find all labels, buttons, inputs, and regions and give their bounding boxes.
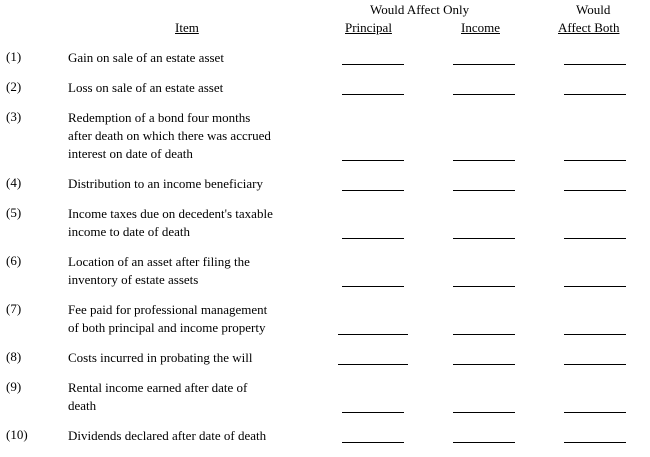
income-blank[interactable] [453, 442, 515, 443]
income-blank[interactable] [453, 190, 515, 191]
income-blank[interactable] [453, 286, 515, 287]
item-description-line: Distribution to an income beneficiary [68, 176, 263, 191]
both-blank[interactable] [564, 364, 626, 365]
item-description [68, 109, 328, 163]
item-number: (1) [6, 49, 22, 64]
item-description [68, 379, 328, 415]
income-blank[interactable] [453, 334, 515, 335]
principal-blank[interactable] [342, 412, 404, 413]
item-description-line: interest on date of death [68, 146, 193, 161]
item-description-line: income to date of death [68, 224, 191, 239]
item-description [68, 301, 328, 337]
both-blank[interactable] [564, 412, 626, 413]
both-blank[interactable] [564, 160, 626, 161]
item-number: (3) [6, 109, 22, 124]
item-description-line: Rental income earned after date of [68, 380, 248, 395]
item-description-line: Fee paid for professional management [68, 302, 268, 317]
both-blank[interactable] [564, 64, 626, 65]
principal-blank[interactable] [342, 94, 404, 95]
principal-blank[interactable] [338, 364, 408, 365]
income-blank[interactable] [453, 160, 515, 161]
both-blank[interactable] [564, 238, 626, 239]
item-description [68, 175, 328, 193]
principal-blank[interactable] [342, 442, 404, 443]
income-blank[interactable] [453, 64, 515, 65]
item-description-line: after death on which there was accrued [68, 128, 271, 143]
principal-blank[interactable] [342, 286, 404, 287]
item-number: (4) [6, 175, 22, 190]
item-description-line: Income taxes due on decedent's taxable [68, 206, 273, 221]
principal-blank[interactable] [342, 238, 404, 239]
item-description-line: death [68, 398, 97, 413]
item-description-line: Costs incurred in probating the will [68, 350, 253, 365]
item-description [68, 205, 328, 241]
item-description [68, 253, 328, 289]
item-number: (2) [6, 79, 22, 94]
income-blank[interactable] [453, 412, 515, 413]
item-description [68, 427, 328, 445]
item-number: (10) [6, 427, 28, 442]
both-blank[interactable] [564, 94, 626, 95]
both-blank[interactable] [564, 190, 626, 191]
header-affect-both: Affect Both [558, 20, 620, 35]
item-description [68, 349, 328, 367]
header-item: Item [175, 20, 199, 35]
both-blank[interactable] [564, 442, 626, 443]
header-would: Would [576, 2, 611, 17]
income-blank[interactable] [453, 364, 515, 365]
income-blank[interactable] [453, 238, 515, 239]
item-number: (9) [6, 379, 22, 394]
item-description-line: Location of an asset after filing the [68, 254, 250, 269]
item-description-line: Gain on sale of an estate asset [68, 50, 224, 65]
item-number: (6) [6, 253, 22, 268]
item-description-line: of both principal and income property [68, 320, 266, 335]
item-number: (7) [6, 301, 22, 316]
item-number: (8) [6, 349, 22, 364]
item-description-line: Dividends declared after date of death [68, 428, 267, 443]
header-income: Income [461, 20, 500, 35]
item-description-line: inventory of estate assets [68, 272, 199, 287]
item-number: (5) [6, 205, 22, 220]
item-description-line: Redemption of a bond four months [68, 110, 251, 125]
principal-blank[interactable] [342, 190, 404, 191]
header-principal: Principal [345, 20, 392, 35]
principal-blank[interactable] [342, 64, 404, 65]
both-blank[interactable] [564, 334, 626, 335]
principal-blank[interactable] [342, 160, 404, 161]
item-description [68, 49, 328, 67]
income-blank[interactable] [453, 94, 515, 95]
item-description-line: Loss on sale of an estate asset [68, 80, 224, 95]
both-blank[interactable] [564, 286, 626, 287]
principal-blank[interactable] [338, 334, 408, 335]
item-description [68, 79, 328, 97]
header-would-affect-only: Would Affect Only [370, 2, 470, 17]
